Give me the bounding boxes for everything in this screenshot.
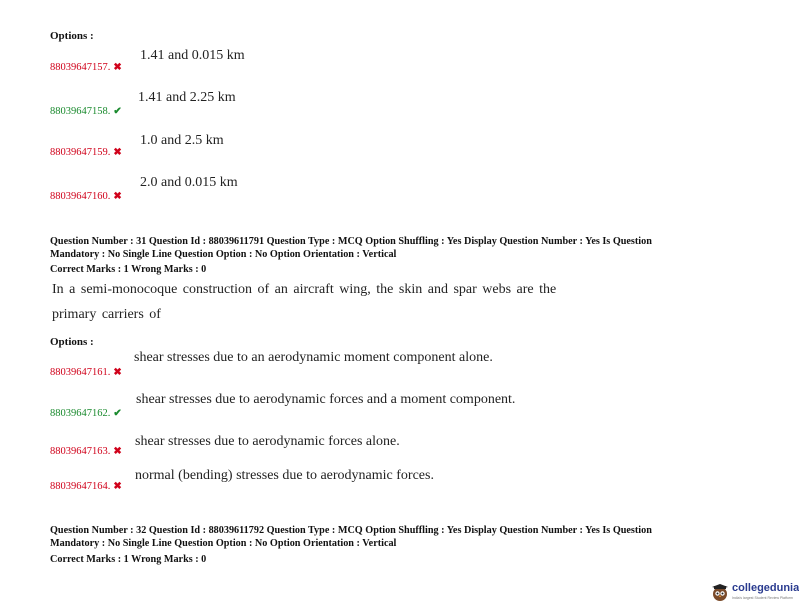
cross-icon: ✖ [113,481,122,492]
option-id: 88039647158. [50,106,111,117]
option-id-row [50,403,122,421]
collegedunia-logo[interactable] [711,583,799,603]
option-id: 88039647163. [50,446,111,457]
option-id: 88039647160. [50,191,111,202]
option-id-row [50,476,122,494]
check-icon: ✔ [113,408,122,419]
option-id: 88039647157. [50,62,111,73]
owl-mascot-icon [711,584,729,602]
question-text-line2: primary carriers of [52,307,161,322]
option-text: 1.0 and 2.5 km [140,133,224,148]
question-marks: Correct Marks : 1 Wrong Marks : 0 [50,264,207,275]
option-text: shear stresses due to aerodynamic forces and a moment component. [136,392,516,407]
option-id: 88039647159. [50,147,111,158]
cross-icon: ✖ [113,147,122,158]
cross-icon: ✖ [113,446,122,457]
option-text: 2.0 and 0.015 km [140,175,238,190]
option-id-row [50,186,122,204]
option-id: 88039647162. [50,408,111,419]
option-id: 88039647161. [50,367,111,378]
options-label: Options : [50,30,94,42]
logo-text-block [732,583,799,603]
question-text-line1: In a semi-monocoque construction of an aircraft wing, the skin and spar webs are the [52,282,557,297]
option-text: normal (bending) stresses due to aerodynamic forces. [135,468,434,483]
question-meta-line2: Mandatory : No Single Line Question Option : No Option Orientation : Vertical [50,538,397,549]
option-id-row [50,101,122,119]
option-text: 1.41 and 2.25 km [138,90,236,105]
option-text: 1.41 and 0.015 km [140,48,245,63]
option-text: shear stresses due to an aerodynamic moment component alone. [134,350,493,365]
check-icon: ✔ [113,106,122,117]
cross-icon: ✖ [113,62,122,73]
question-marks: Correct Marks : 1 Wrong Marks : 0 [50,554,207,565]
question-meta-line2: Mandatory : No Single Line Question Option : No Option Orientation : Vertical [50,249,397,260]
option-id: 88039647164. [50,481,111,492]
option-id-row [50,362,122,380]
cross-icon: ✖ [113,191,122,202]
options-label: Options : [50,336,94,348]
logo-tagline: India's largest Student Review Platform [732,596,793,600]
question-meta-line1: Question Number : 32 Question Id : 88039611792 Question Type : MCQ Option Shuffling : Yes Display Question Number : Yes Is Question [50,525,652,536]
option-text: shear stresses due to aerodynamic forces alone. [135,434,400,449]
question-meta-line1: Question Number : 31 Question Id : 88039611791 Question Type : MCQ Option Shuffling : Yes Display Question Number : Yes Is Question [50,236,652,247]
option-id-row [50,142,122,160]
logo-wordmark: collegedunia [732,582,799,594]
cross-icon: ✖ [113,367,122,378]
option-id-row [50,57,122,75]
option-id-row [50,441,122,459]
